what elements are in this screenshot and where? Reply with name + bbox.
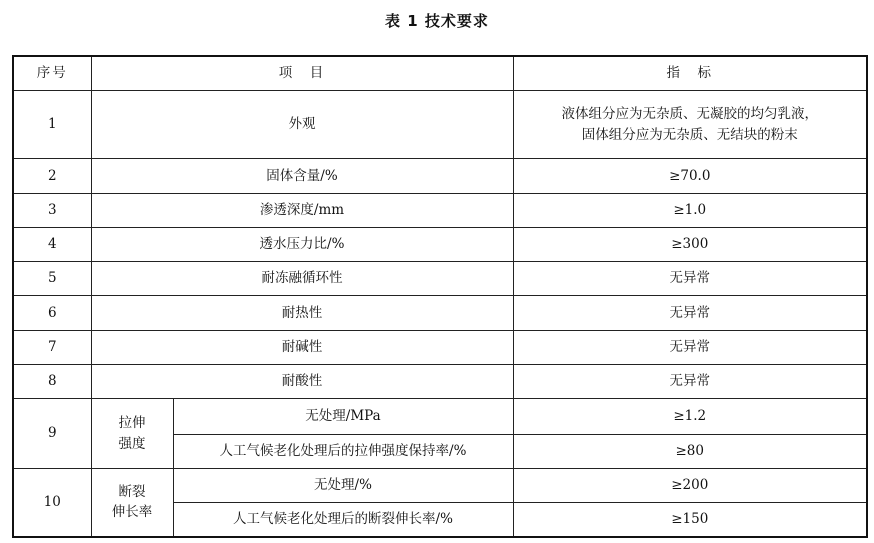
group-label bbox=[91, 468, 173, 537]
row-index: ≥200 bbox=[513, 468, 867, 502]
row-index: 无异常 bbox=[513, 330, 867, 364]
row-item: 人工气候老化处理后的断裂伸长率/% bbox=[173, 503, 513, 537]
table-row bbox=[13, 468, 867, 502]
row-item: 透水压力比/% bbox=[91, 227, 513, 261]
row-index: ≥80 bbox=[513, 434, 867, 468]
table-row bbox=[13, 365, 867, 399]
row-index: ≥150 bbox=[513, 503, 867, 537]
row-no: 4 bbox=[13, 227, 91, 261]
row-item: 人工气候老化处理后的拉伸强度保持率/% bbox=[173, 434, 513, 468]
table-row bbox=[13, 399, 867, 434]
row-index: 无异常 bbox=[513, 296, 867, 330]
header-row bbox=[13, 56, 867, 90]
table-row bbox=[13, 262, 867, 296]
row-index-line: 液体组分应为无杂质、无凝胶的均匀乳液， bbox=[561, 105, 818, 122]
row-index-line: 固体组分应为无杂质、无结块的粉末 bbox=[581, 126, 798, 143]
row-item: 耐热性 bbox=[91, 296, 513, 330]
group-label bbox=[91, 399, 173, 469]
row-item: 耐碱性 bbox=[91, 330, 513, 364]
row-item: 渗透深度/mm bbox=[91, 193, 513, 227]
row-no: 2 bbox=[13, 159, 91, 193]
row-index: ≥300 bbox=[513, 227, 867, 261]
row-index: 无异常 bbox=[513, 365, 867, 399]
table-row bbox=[13, 193, 867, 227]
row-index: ≥70.0 bbox=[513, 159, 867, 193]
group-label-line: 伸长率 bbox=[111, 504, 153, 521]
header-item: 项 目 bbox=[91, 56, 513, 90]
header-index: 指 标 bbox=[513, 56, 867, 90]
table-row bbox=[13, 90, 867, 159]
row-index: ≥1.0 bbox=[513, 193, 867, 227]
group-label-line: 断裂 bbox=[118, 483, 146, 500]
row-no: 3 bbox=[13, 193, 91, 227]
row-item: 外观 bbox=[91, 90, 513, 159]
row-no: 10 bbox=[13, 468, 91, 537]
row-item: 无处理/MPa bbox=[173, 399, 513, 434]
table-row bbox=[13, 159, 867, 193]
row-no: 5 bbox=[13, 262, 91, 296]
group-label-line: 强度 bbox=[118, 435, 146, 452]
table-row bbox=[13, 227, 867, 261]
table-row bbox=[13, 330, 867, 364]
header-no: 序号 bbox=[13, 56, 91, 90]
row-no: 8 bbox=[13, 365, 91, 399]
row-index bbox=[513, 90, 867, 159]
row-index: 无异常 bbox=[513, 262, 867, 296]
row-no: 7 bbox=[13, 330, 91, 364]
row-item: 耐冻融循环性 bbox=[91, 262, 513, 296]
row-no: 9 bbox=[13, 399, 91, 469]
row-no: 6 bbox=[13, 296, 91, 330]
row-item: 无处理/% bbox=[173, 468, 513, 502]
row-item: 固体含量/% bbox=[91, 159, 513, 193]
row-item: 耐酸性 bbox=[91, 365, 513, 399]
row-no: 1 bbox=[13, 90, 91, 159]
row-index: ≥1.2 bbox=[513, 399, 867, 434]
table-caption: 表 1 技术要求 bbox=[385, 12, 489, 30]
group-label-line: 拉伸 bbox=[118, 414, 146, 431]
technical-requirements-table bbox=[12, 55, 868, 538]
table-row bbox=[13, 296, 867, 330]
